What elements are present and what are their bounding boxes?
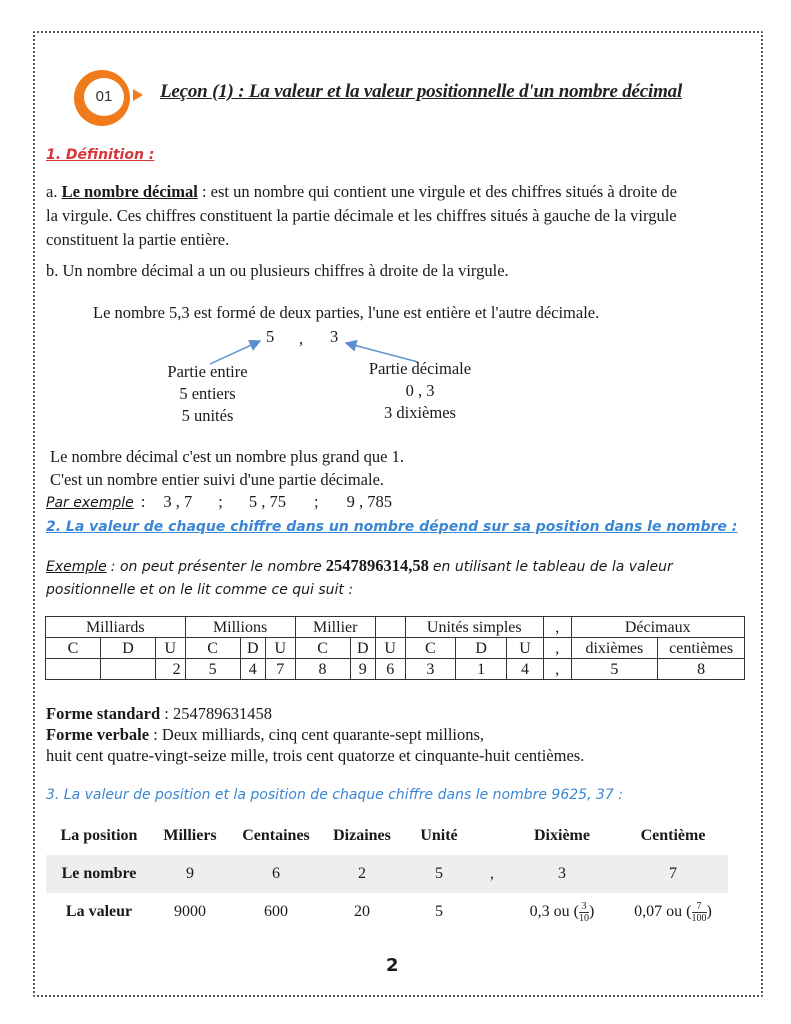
example-1: 3 , 7 [163, 492, 193, 511]
table-cell [46, 659, 101, 680]
fraction-denominator: 10 [579, 912, 589, 924]
group-milliards: Milliards [46, 617, 186, 638]
group-decimaux: Décimaux [571, 617, 745, 638]
table-row-subheaders [46, 638, 745, 659]
whole-part-title: Partie entire [167, 362, 248, 381]
table-cell: , [478, 855, 506, 893]
table-cell: 5 [185, 659, 240, 680]
decimal-part-line3: 3 dixièmes [384, 403, 456, 422]
whole-part-label [140, 361, 275, 427]
table-cell: 2 [155, 659, 185, 680]
table-cell: C [295, 638, 350, 659]
whole-part-line2: 5 entiers [179, 384, 236, 403]
table-cell: 3 [506, 855, 618, 893]
group-millier-extra [375, 617, 405, 638]
table-cell: 7 [618, 855, 728, 893]
table-cell: D [240, 638, 265, 659]
verbal-form-label: Forme verbale [46, 725, 150, 744]
example-sep-2: ; [313, 492, 319, 511]
table-cell: 6 [375, 659, 405, 680]
verbal-form-line1: : Deux milliards, cinq cent quarante-sept millions, [153, 725, 485, 744]
group-millier: Millier [295, 617, 375, 638]
table-cell: 600 [264, 903, 288, 920]
section2-example-post: en utilisant le tableau de la valeur [432, 559, 673, 575]
fraction-7-100 [692, 901, 707, 924]
table-cell: 9000 [174, 903, 206, 920]
definition-a-prefix: a. [46, 182, 58, 201]
examples-colon: : [140, 492, 146, 511]
group-comma: , [544, 617, 571, 638]
definition-a-line2: la virgule. Ces chiffres constituent la partie décimale et les chiffres situés à gauche de la virgule [46, 206, 677, 225]
table-cell: 0,07 ou ( $\frac{7}{100}$ ) [634, 900, 712, 924]
whole-part-line3: 5 unités [181, 406, 234, 425]
digit-comma: , [299, 329, 304, 348]
table-cell: , [544, 659, 571, 680]
note-line2: C'est un nombre entier suivi d'une partie décimale. [50, 470, 385, 489]
table-cell: 8 [295, 659, 350, 680]
table-cell: 7 [265, 659, 295, 680]
verbal-form [46, 724, 584, 745]
table-cell: 4 [240, 659, 265, 680]
centieme-value: 0,07 ou [634, 902, 683, 920]
fraction-denominator: 100 [691, 912, 707, 924]
lesson-number: 01 [84, 78, 124, 116]
table-cell: 4 [507, 659, 544, 680]
table-cell: Milliers [163, 827, 217, 844]
decimal-part-label [350, 358, 490, 424]
decimal-part-title: Partie décimale [368, 359, 472, 378]
forms-block [46, 703, 584, 766]
section1-heading: 1. Définition : [46, 147, 155, 163]
verbal-form-line2: huit cent quatre-vingt-seize mille, trois cent quatorze et cinquante-huit centièmes. [46, 746, 585, 765]
lesson-title: Leçon (1) : La valeur et la valeur positionnelle d'un nombre décimal [160, 81, 683, 102]
value-row [46, 893, 728, 931]
table-cell: C [46, 638, 101, 659]
fraction-numerator: 3 [579, 901, 589, 913]
table-cell: La valeur [65, 903, 133, 920]
table-cell: 5 [435, 903, 443, 920]
standard-form [46, 703, 584, 724]
definition-a-text1: : est un nombre qui contient une virgule et des chiffres situés à droite de [201, 182, 677, 201]
decimal-part-line2: 0 , 3 [405, 381, 435, 400]
examples-label: Par exemple [46, 495, 134, 511]
note [50, 445, 404, 491]
table-cell: 2 [324, 855, 400, 893]
table-cell: La position [60, 827, 138, 844]
table-cell: C [405, 638, 456, 659]
table-cell [478, 893, 506, 931]
dixieme-value: 0,3 ou [529, 902, 570, 920]
section2-heading: 2. La valeur de chaque chiffre dans un nombre dépend sur sa position dans le nombre : [46, 519, 738, 535]
section2-example-pre: : on peut présenter le nombre [110, 559, 322, 575]
definition-term: Le nombre décimal [61, 182, 198, 201]
table-cell: 6 [228, 855, 324, 893]
table-cell: Dizaines [333, 827, 391, 844]
section2-example-number: 2547896314,58 [325, 556, 429, 575]
number-row [46, 855, 728, 893]
example-2: 5 , 75 [248, 492, 286, 511]
section2-example-line2: positionnelle et on le lit comme ce qui suit : [46, 582, 354, 598]
table-cell: dixièmes [571, 638, 658, 659]
table-cell: C [185, 638, 240, 659]
examples-row [46, 490, 392, 514]
table-row-groups [46, 617, 745, 638]
section2-example [46, 554, 673, 578]
table-cell: 9 [350, 659, 375, 680]
table-cell: Dixième [534, 827, 590, 844]
table-cell: U [507, 638, 544, 659]
table-row-digits [46, 659, 745, 680]
position-header-row [46, 817, 728, 855]
section3-heading: 3. La valeur de position et la position de chaque chiffre dans le nombre 9625, 37 : [46, 787, 623, 803]
fraction-3-10 [579, 901, 589, 924]
table-cell: 8 [658, 659, 745, 680]
standard-form-value: : 254789631458 [164, 704, 272, 723]
page-number: 2 [386, 955, 399, 976]
digit-whole: 5 [266, 327, 275, 346]
standard-form-label: Forme standard [46, 704, 161, 723]
section2-example-label: Exemple [46, 559, 107, 575]
table-cell: 20 [354, 903, 370, 920]
table-cell: Le nombre [46, 855, 152, 893]
table-cell: , [544, 638, 571, 659]
table-cell: Centaines [242, 827, 310, 844]
example-sentence: Le nombre 5,3 est formé de deux parties, l'une est entière et l'autre décimale. [93, 303, 600, 322]
table-cell: 0,3 ou ( $\frac{3}{10}$ ) [529, 900, 595, 924]
table-cell: 9 [152, 855, 228, 893]
table-cell: U [265, 638, 295, 659]
definition-b: b. Un nombre décimal a un ou plusieurs chiffres à droite de la virgule. [46, 261, 509, 280]
table-cell: 1 [456, 659, 507, 680]
group-millions: Millions [185, 617, 295, 638]
table-cell: U [375, 638, 405, 659]
position-value-table [46, 817, 728, 931]
table-cell: 5 [400, 855, 478, 893]
table-cell: centièmes [658, 638, 745, 659]
table-cell: D [456, 638, 507, 659]
table-cell [100, 659, 155, 680]
table-cell: D [350, 638, 375, 659]
table-cell: Unité [420, 827, 458, 844]
table-cell: 5 [571, 659, 658, 680]
definition-a-line3: constituent la partie entière. [46, 230, 230, 249]
table-cell: U [155, 638, 185, 659]
table-cell [478, 817, 506, 855]
place-value-table [45, 616, 745, 680]
fraction-numerator: 7 [692, 901, 707, 913]
table-cell: D [100, 638, 155, 659]
digit-decimal: 3 [330, 327, 339, 346]
group-unites: Unités simples [405, 617, 544, 638]
table-cell: 3 [405, 659, 456, 680]
note-line1: Le nombre décimal c'est un nombre plus grand que 1. [50, 447, 404, 466]
table-cell: Centième [640, 827, 706, 844]
example-3: 9 , 785 [346, 492, 392, 511]
example-sep-1: ; [218, 492, 223, 511]
